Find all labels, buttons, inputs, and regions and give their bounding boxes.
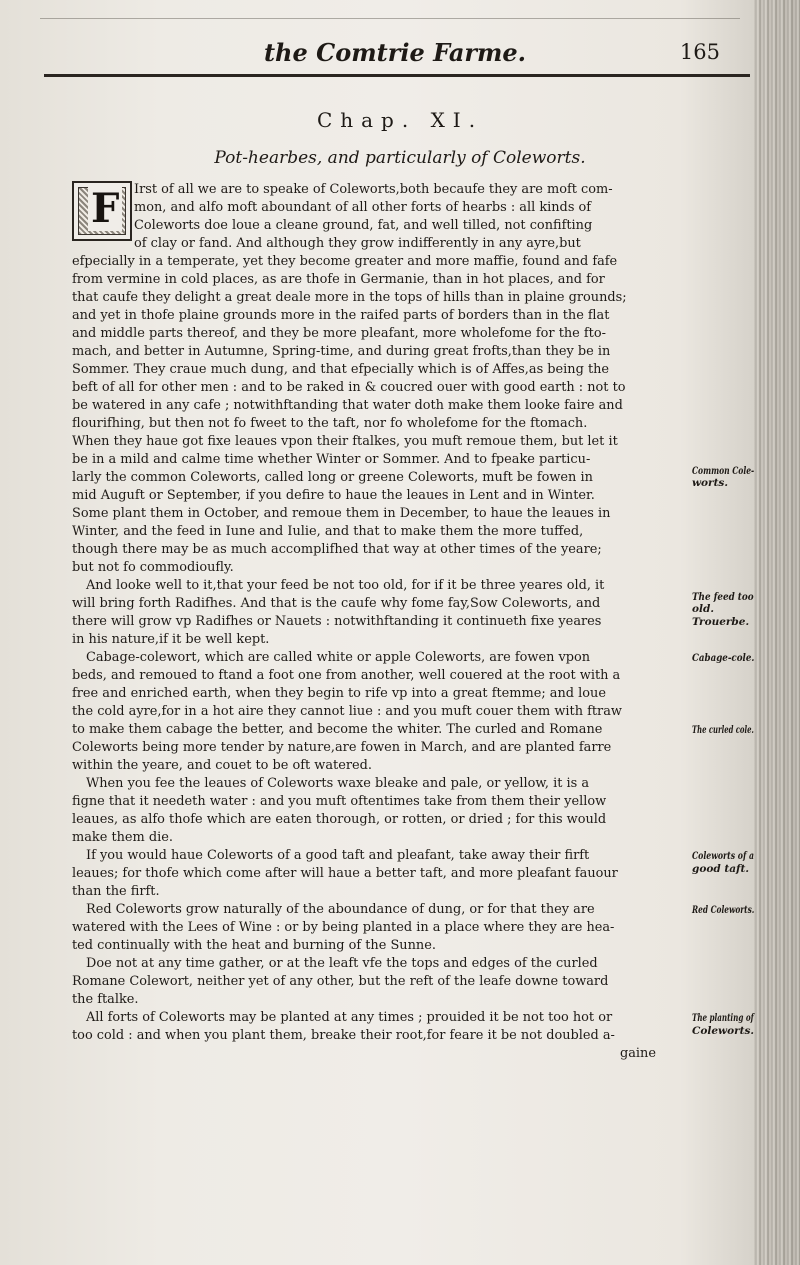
text-line: than the firft. xyxy=(72,884,160,899)
text-line: that caufe they delight a great deale more in the tops of hills than in plaine grounds; xyxy=(72,290,627,305)
text-line: make them die. xyxy=(72,830,173,845)
text-line: leaues, as alfo thofe which are eaten thorough, or rotten, or dried ; for this would xyxy=(72,812,607,827)
margin-note: Red Coleworts. xyxy=(692,904,755,916)
text-line: Cabage-colewort, which are called white or apple Coleworts, are fowen vpon xyxy=(86,650,591,665)
chapter-heading: Chap. XI. xyxy=(316,108,484,132)
text-line: and yet in thofe plaine grounds more in the raifed parts of borders than in the flat xyxy=(72,308,610,323)
text-line: leaues; for thofe which come after will haue a better taft, and more pleafant fauour xyxy=(72,866,618,881)
text-line: beft of all for other men : and to be raked in & coucred ouer with good earth : not to xyxy=(72,380,626,395)
text-line: from vermine in cold places, as are thofe in Germanie, than in hot places, and for xyxy=(72,272,605,287)
text-line: larly the common Coleworts, called long or greene Coleworts, muft be fowen in xyxy=(72,470,593,485)
text-line: be watered in any cafe ; notwithftanding that water doth make them looke faire and xyxy=(72,398,623,413)
text-line: there will grow vp Radifhes or Nauets : notwithftanding it continueth fixe yeares xyxy=(72,614,602,629)
top-border xyxy=(40,18,740,19)
text-line: will bring forth Radifhes. And that is the caufe why fome fay,Sow Coleworts, and xyxy=(72,596,601,611)
margin-note: The curled cole. xyxy=(692,724,754,736)
chapter-subtitle: Pot-hearbes, and particularly of Coleworts. xyxy=(214,148,586,168)
text-line: gaine xyxy=(620,1046,656,1061)
header-rule xyxy=(44,74,750,77)
margin-note: The planting of xyxy=(692,1012,754,1024)
margin-note: Common Cole- xyxy=(692,464,755,477)
text-line: be in a mild and calme time whether Winter or Sommer. And to fpeake particu- xyxy=(72,452,591,467)
page-header xyxy=(40,28,750,68)
text-line: flourifhing, but then not fo fweet to the taft, nor fo wholefome for the ftomach. xyxy=(72,416,588,431)
text-line: Romane Colewort, neither yet of any other, but the reft of the leafe downe toward xyxy=(72,974,609,989)
text-line: the ftalke. xyxy=(72,992,139,1007)
text-line: the cold ayre,for in a hot aire they cannot liue : and you muft couer them with ftraw xyxy=(72,704,622,719)
text-line: Coleworts doe loue a cleane ground, fat, and well tilled, not confifting xyxy=(134,218,593,233)
text-line: beds, and remoued to ftand a foot one from another, well couered at the root with a xyxy=(72,668,621,683)
text-line: within the yeare, and couet to be oft watered. xyxy=(72,758,372,773)
text-line: Red Coleworts grow naturally of the aboundance of dung, or for that they are xyxy=(86,902,595,917)
margin-note: Trouerbe. xyxy=(692,616,750,628)
text-line: Coleworts being more tender by nature,are fowen in March, and are planted farre xyxy=(72,740,612,755)
text-line: Irst of all we are to speake of Coleworts,both becaufe they are moft com- xyxy=(134,182,613,197)
page-gutter-edge xyxy=(754,0,800,1265)
page-number: 165 xyxy=(679,40,720,64)
margin-note: Cabage-cole. xyxy=(692,652,755,664)
text-line: Sommer. They craue much dung, and that efpecially which is of Affes,as being the xyxy=(72,362,610,377)
margin-note: good taft. xyxy=(692,862,750,875)
initial-letter: F xyxy=(88,187,122,231)
text-line: Some plant them in October, and remoue them in December, to haue the leaues in xyxy=(72,506,611,521)
ornamental-initial xyxy=(72,181,132,241)
running-title: the Comtrie Farme. xyxy=(263,38,527,67)
text-line: mon, and alfo moft aboundant of all other forts of hearbs : all kinds of xyxy=(134,200,592,215)
text-line: Doe not at any time gather, or at the leaft vfe the tops and edges of the curled xyxy=(86,956,598,971)
text-line: figne that it needeth water : and you muft oftentimes take from them their yellow xyxy=(72,794,607,809)
margin-note: The feed too xyxy=(692,590,754,603)
text-line: efpecially in a temperate, yet they become greater and more maffie, found and fafe xyxy=(72,254,618,269)
text-line: mid Auguft or September, if you defire to haue the leaues in Lent and in Winter. xyxy=(72,488,595,503)
text-line: And looke well to it,that your feed be not too old, for if it be three yeares old, it xyxy=(86,578,605,593)
text-line: but not fo commodioufly. xyxy=(72,560,234,575)
margin-note: Coleworts of a xyxy=(692,850,754,862)
text-line: of clay or fand. And although they grow indifferently in any ayre,but xyxy=(134,236,581,251)
text-line: When they haue got fixe leaues vpon their ftalkes, you muft remoue them, but let it xyxy=(72,434,618,449)
text-line: Winter, and the feed in Iune and Iulie, and that to make them the more tuffed, xyxy=(72,524,584,539)
text-line: ted continually with the heat and burning of the Sunne. xyxy=(72,938,436,953)
text-line: to make them cabage the better, and become the whiter. The curled and Romane xyxy=(72,722,603,737)
text-line: though there may be as much accomplifhed that way at other times of the yeare; xyxy=(72,542,602,557)
margin-note: old. xyxy=(692,603,714,616)
text-line: and middle parts thereof, and they be more pleafant, more wholefome for the fto- xyxy=(72,326,606,341)
margin-note: Coleworts. xyxy=(692,1024,755,1037)
text-line: watered with the Lees of Wine : or by being planted in a place where they are hea- xyxy=(72,920,615,935)
margin-note: worts. xyxy=(692,477,728,490)
text-line: free and enriched earth, when they begin to rife vp into a great ftemme; and loue xyxy=(72,686,606,701)
text-line: When you fee the leaues of Coleworts waxe bleake and pale, or yellow, it is a xyxy=(86,776,590,791)
text-line: mach, and better in Autumne, Spring-time, and during great frofts,than they be in xyxy=(72,344,611,359)
text-line: too cold : and when you plant them, breake their root,for feare it be not doubled a- xyxy=(72,1028,615,1043)
text-line: in his nature,if it be well kept. xyxy=(72,632,270,647)
text-line: If you would haue Coleworts of a good taft and pleafant, take away their firft xyxy=(86,848,590,863)
text-line: All forts of Coleworts may be planted at any times ; prouided it be not too hot or xyxy=(86,1010,613,1025)
